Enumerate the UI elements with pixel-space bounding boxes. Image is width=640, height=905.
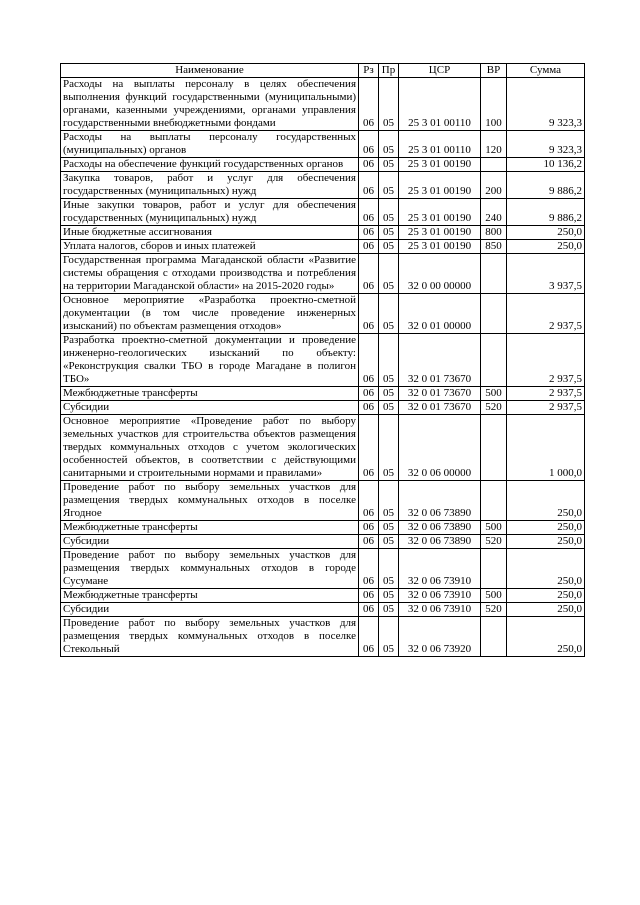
cell-csr: 32 0 06 73910 — [399, 589, 481, 603]
table-row — [61, 589, 585, 603]
cell-csr: 32 0 06 73910 — [399, 603, 481, 617]
cell-csr: 25 3 01 00190 — [399, 158, 481, 172]
cell-rz: 06 — [359, 226, 379, 240]
header-pr: Пр — [379, 64, 399, 78]
cell-sum: 250,0 — [507, 226, 585, 240]
cell-name: Субсидии — [61, 603, 359, 617]
cell-sum: 250,0 — [507, 603, 585, 617]
cell-vr: 800 — [481, 226, 507, 240]
cell-csr: 32 0 06 73920 — [399, 617, 481, 657]
table-row — [61, 603, 585, 617]
cell-sum: 9 323,3 — [507, 78, 585, 131]
cell-csr: 32 0 01 73670 — [399, 334, 481, 387]
cell-vr: 850 — [481, 240, 507, 254]
cell-rz: 06 — [359, 387, 379, 401]
cell-sum: 9 323,3 — [507, 131, 585, 158]
cell-pr: 05 — [379, 415, 399, 481]
cell-vr: 200 — [481, 172, 507, 199]
cell-rz: 06 — [359, 158, 379, 172]
cell-sum: 2 937,5 — [507, 401, 585, 415]
cell-pr: 05 — [379, 617, 399, 657]
cell-csr: 32 0 06 73890 — [399, 481, 481, 521]
cell-vr — [481, 254, 507, 294]
cell-vr — [481, 294, 507, 334]
cell-sum: 10 136,2 — [507, 158, 585, 172]
budget-table — [60, 63, 585, 657]
cell-name: Разработка проектно-сметной документации и проведение инженерно-геологических изысканий по объекту: «Реконструкция свалки ТБО в городе Магадане в полигон ТБО» — [61, 334, 359, 387]
cell-vr: 240 — [481, 199, 507, 226]
cell-vr: 100 — [481, 78, 507, 131]
cell-sum: 250,0 — [507, 617, 585, 657]
cell-pr: 05 — [379, 226, 399, 240]
cell-pr: 05 — [379, 172, 399, 199]
cell-vr: 520 — [481, 535, 507, 549]
cell-rz: 06 — [359, 240, 379, 254]
cell-vr: 500 — [481, 589, 507, 603]
cell-sum: 2 937,5 — [507, 334, 585, 387]
cell-rz: 06 — [359, 254, 379, 294]
table-row — [61, 294, 585, 334]
cell-name: Иные закупки товаров, работ и услуг для обеспечения государственных (муниципальных) нужд — [61, 199, 359, 226]
cell-vr — [481, 415, 507, 481]
cell-vr: 120 — [481, 131, 507, 158]
cell-pr: 05 — [379, 158, 399, 172]
cell-rz: 06 — [359, 415, 379, 481]
table-row — [61, 415, 585, 481]
cell-csr: 32 0 06 73890 — [399, 521, 481, 535]
cell-pr: 05 — [379, 521, 399, 535]
table-row — [61, 521, 585, 535]
table-row — [61, 334, 585, 387]
cell-name: Проведение работ по выбору земельных участков для размещения твердых коммунальных отходов в поселке Стекольный — [61, 617, 359, 657]
cell-rz: 06 — [359, 334, 379, 387]
cell-name: Проведение работ по выбору земельных участков для размещения твердых коммунальных отходов в поселке Ягодное — [61, 481, 359, 521]
cell-pr: 05 — [379, 199, 399, 226]
cell-vr — [481, 481, 507, 521]
table-row — [61, 240, 585, 254]
cell-csr: 32 0 01 00000 — [399, 294, 481, 334]
cell-csr: 32 0 01 73670 — [399, 387, 481, 401]
cell-rz: 06 — [359, 521, 379, 535]
cell-sum: 2 937,5 — [507, 294, 585, 334]
table-row — [61, 481, 585, 521]
cell-csr: 25 3 01 00190 — [399, 226, 481, 240]
cell-vr — [481, 617, 507, 657]
cell-rz: 06 — [359, 199, 379, 226]
table-row — [61, 78, 585, 131]
header-name: Наименование — [61, 64, 359, 78]
cell-name: Субсидии — [61, 535, 359, 549]
cell-name: Межбюджетные трансферты — [61, 387, 359, 401]
cell-pr: 05 — [379, 401, 399, 415]
cell-rz: 06 — [359, 481, 379, 521]
cell-name: Основное мероприятие «Разработка проектно-сметной документации (в том числе проведение инженерных изысканий) по объектам размещения отходов» — [61, 294, 359, 334]
table-row — [61, 254, 585, 294]
cell-sum: 1 000,0 — [507, 415, 585, 481]
cell-name: Основное мероприятие «Проведение работ по выбору земельных участков для строительства объектов размещения твердых коммунальных отходов с учетом экологических особенностей объектов, в соответствии с действующими санитарными и строительными нормами и правилами» — [61, 415, 359, 481]
cell-pr: 05 — [379, 240, 399, 254]
cell-rz: 06 — [359, 131, 379, 158]
cell-pr: 05 — [379, 535, 399, 549]
header-vr: ВР — [481, 64, 507, 78]
table-row — [61, 172, 585, 199]
cell-rz: 06 — [359, 549, 379, 589]
cell-sum: 9 886,2 — [507, 172, 585, 199]
cell-pr: 05 — [379, 603, 399, 617]
table-body — [61, 78, 585, 657]
cell-name: Субсидии — [61, 401, 359, 415]
cell-rz: 06 — [359, 401, 379, 415]
cell-name: Расходы на выплаты персоналу в целях обеспечения выполнения функций государственными (муниципальными) органами, казенными учреждениями, органами управления государственными внебюджетными фондами — [61, 78, 359, 131]
cell-pr: 05 — [379, 334, 399, 387]
cell-rz: 06 — [359, 617, 379, 657]
cell-vr: 500 — [481, 521, 507, 535]
table-row — [61, 387, 585, 401]
cell-csr: 32 0 01 73670 — [399, 401, 481, 415]
cell-rz: 06 — [359, 78, 379, 131]
cell-csr: 25 3 01 00110 — [399, 131, 481, 158]
cell-name: Межбюджетные трансферты — [61, 521, 359, 535]
cell-name: Закупка товаров, работ и услуг для обеспечения государственных (муниципальных) нужд — [61, 172, 359, 199]
cell-sum: 9 886,2 — [507, 199, 585, 226]
cell-pr: 05 — [379, 254, 399, 294]
cell-vr — [481, 549, 507, 589]
table-row — [61, 535, 585, 549]
cell-csr: 32 0 06 73910 — [399, 549, 481, 589]
cell-csr: 32 0 06 00000 — [399, 415, 481, 481]
cell-name: Межбюджетные трансферты — [61, 589, 359, 603]
cell-pr: 05 — [379, 589, 399, 603]
table-header-row — [61, 64, 585, 78]
cell-csr: 25 3 01 00190 — [399, 172, 481, 199]
cell-rz: 06 — [359, 294, 379, 334]
cell-name: Иные бюджетные ассигнования — [61, 226, 359, 240]
cell-pr: 05 — [379, 131, 399, 158]
cell-name: Расходы на обеспечение функций государственных органов — [61, 158, 359, 172]
cell-vr: 500 — [481, 387, 507, 401]
cell-sum: 2 937,5 — [507, 387, 585, 401]
cell-pr: 05 — [379, 294, 399, 334]
cell-vr — [481, 334, 507, 387]
cell-sum: 250,0 — [507, 240, 585, 254]
cell-pr: 05 — [379, 78, 399, 131]
header-rz: Рз — [359, 64, 379, 78]
table-row — [61, 199, 585, 226]
cell-pr: 05 — [379, 549, 399, 589]
cell-name: Уплата налогов, сборов и иных платежей — [61, 240, 359, 254]
cell-name: Государственная программа Магаданской области «Развитие системы обращения с отходами производства и потребления на территории Магаданской области» на 2015-2020 годы» — [61, 254, 359, 294]
cell-sum: 250,0 — [507, 589, 585, 603]
table-row — [61, 226, 585, 240]
header-csr: ЦСР — [399, 64, 481, 78]
cell-name: Расходы на выплаты персоналу государственных (муниципальных) органов — [61, 131, 359, 158]
cell-rz: 06 — [359, 589, 379, 603]
cell-csr: 32 0 06 73890 — [399, 535, 481, 549]
cell-rz: 06 — [359, 172, 379, 199]
cell-name: Проведение работ по выбору земельных участков для размещения твердых коммунальных отходов в городе Сусумане — [61, 549, 359, 589]
header-sum: Сумма — [507, 64, 585, 78]
cell-pr: 05 — [379, 481, 399, 521]
table-row — [61, 131, 585, 158]
cell-csr: 32 0 00 00000 — [399, 254, 481, 294]
cell-csr: 25 3 01 00190 — [399, 240, 481, 254]
cell-rz: 06 — [359, 535, 379, 549]
cell-vr — [481, 158, 507, 172]
cell-sum: 250,0 — [507, 481, 585, 521]
cell-vr: 520 — [481, 603, 507, 617]
cell-sum: 250,0 — [507, 549, 585, 589]
table-row — [61, 158, 585, 172]
cell-rz: 06 — [359, 603, 379, 617]
table-row — [61, 617, 585, 657]
cell-csr: 25 3 01 00190 — [399, 199, 481, 226]
cell-vr: 520 — [481, 401, 507, 415]
cell-sum: 250,0 — [507, 521, 585, 535]
table-row — [61, 549, 585, 589]
table-row — [61, 401, 585, 415]
cell-csr: 25 3 01 00110 — [399, 78, 481, 131]
cell-sum: 3 937,5 — [507, 254, 585, 294]
cell-pr: 05 — [379, 387, 399, 401]
cell-sum: 250,0 — [507, 535, 585, 549]
